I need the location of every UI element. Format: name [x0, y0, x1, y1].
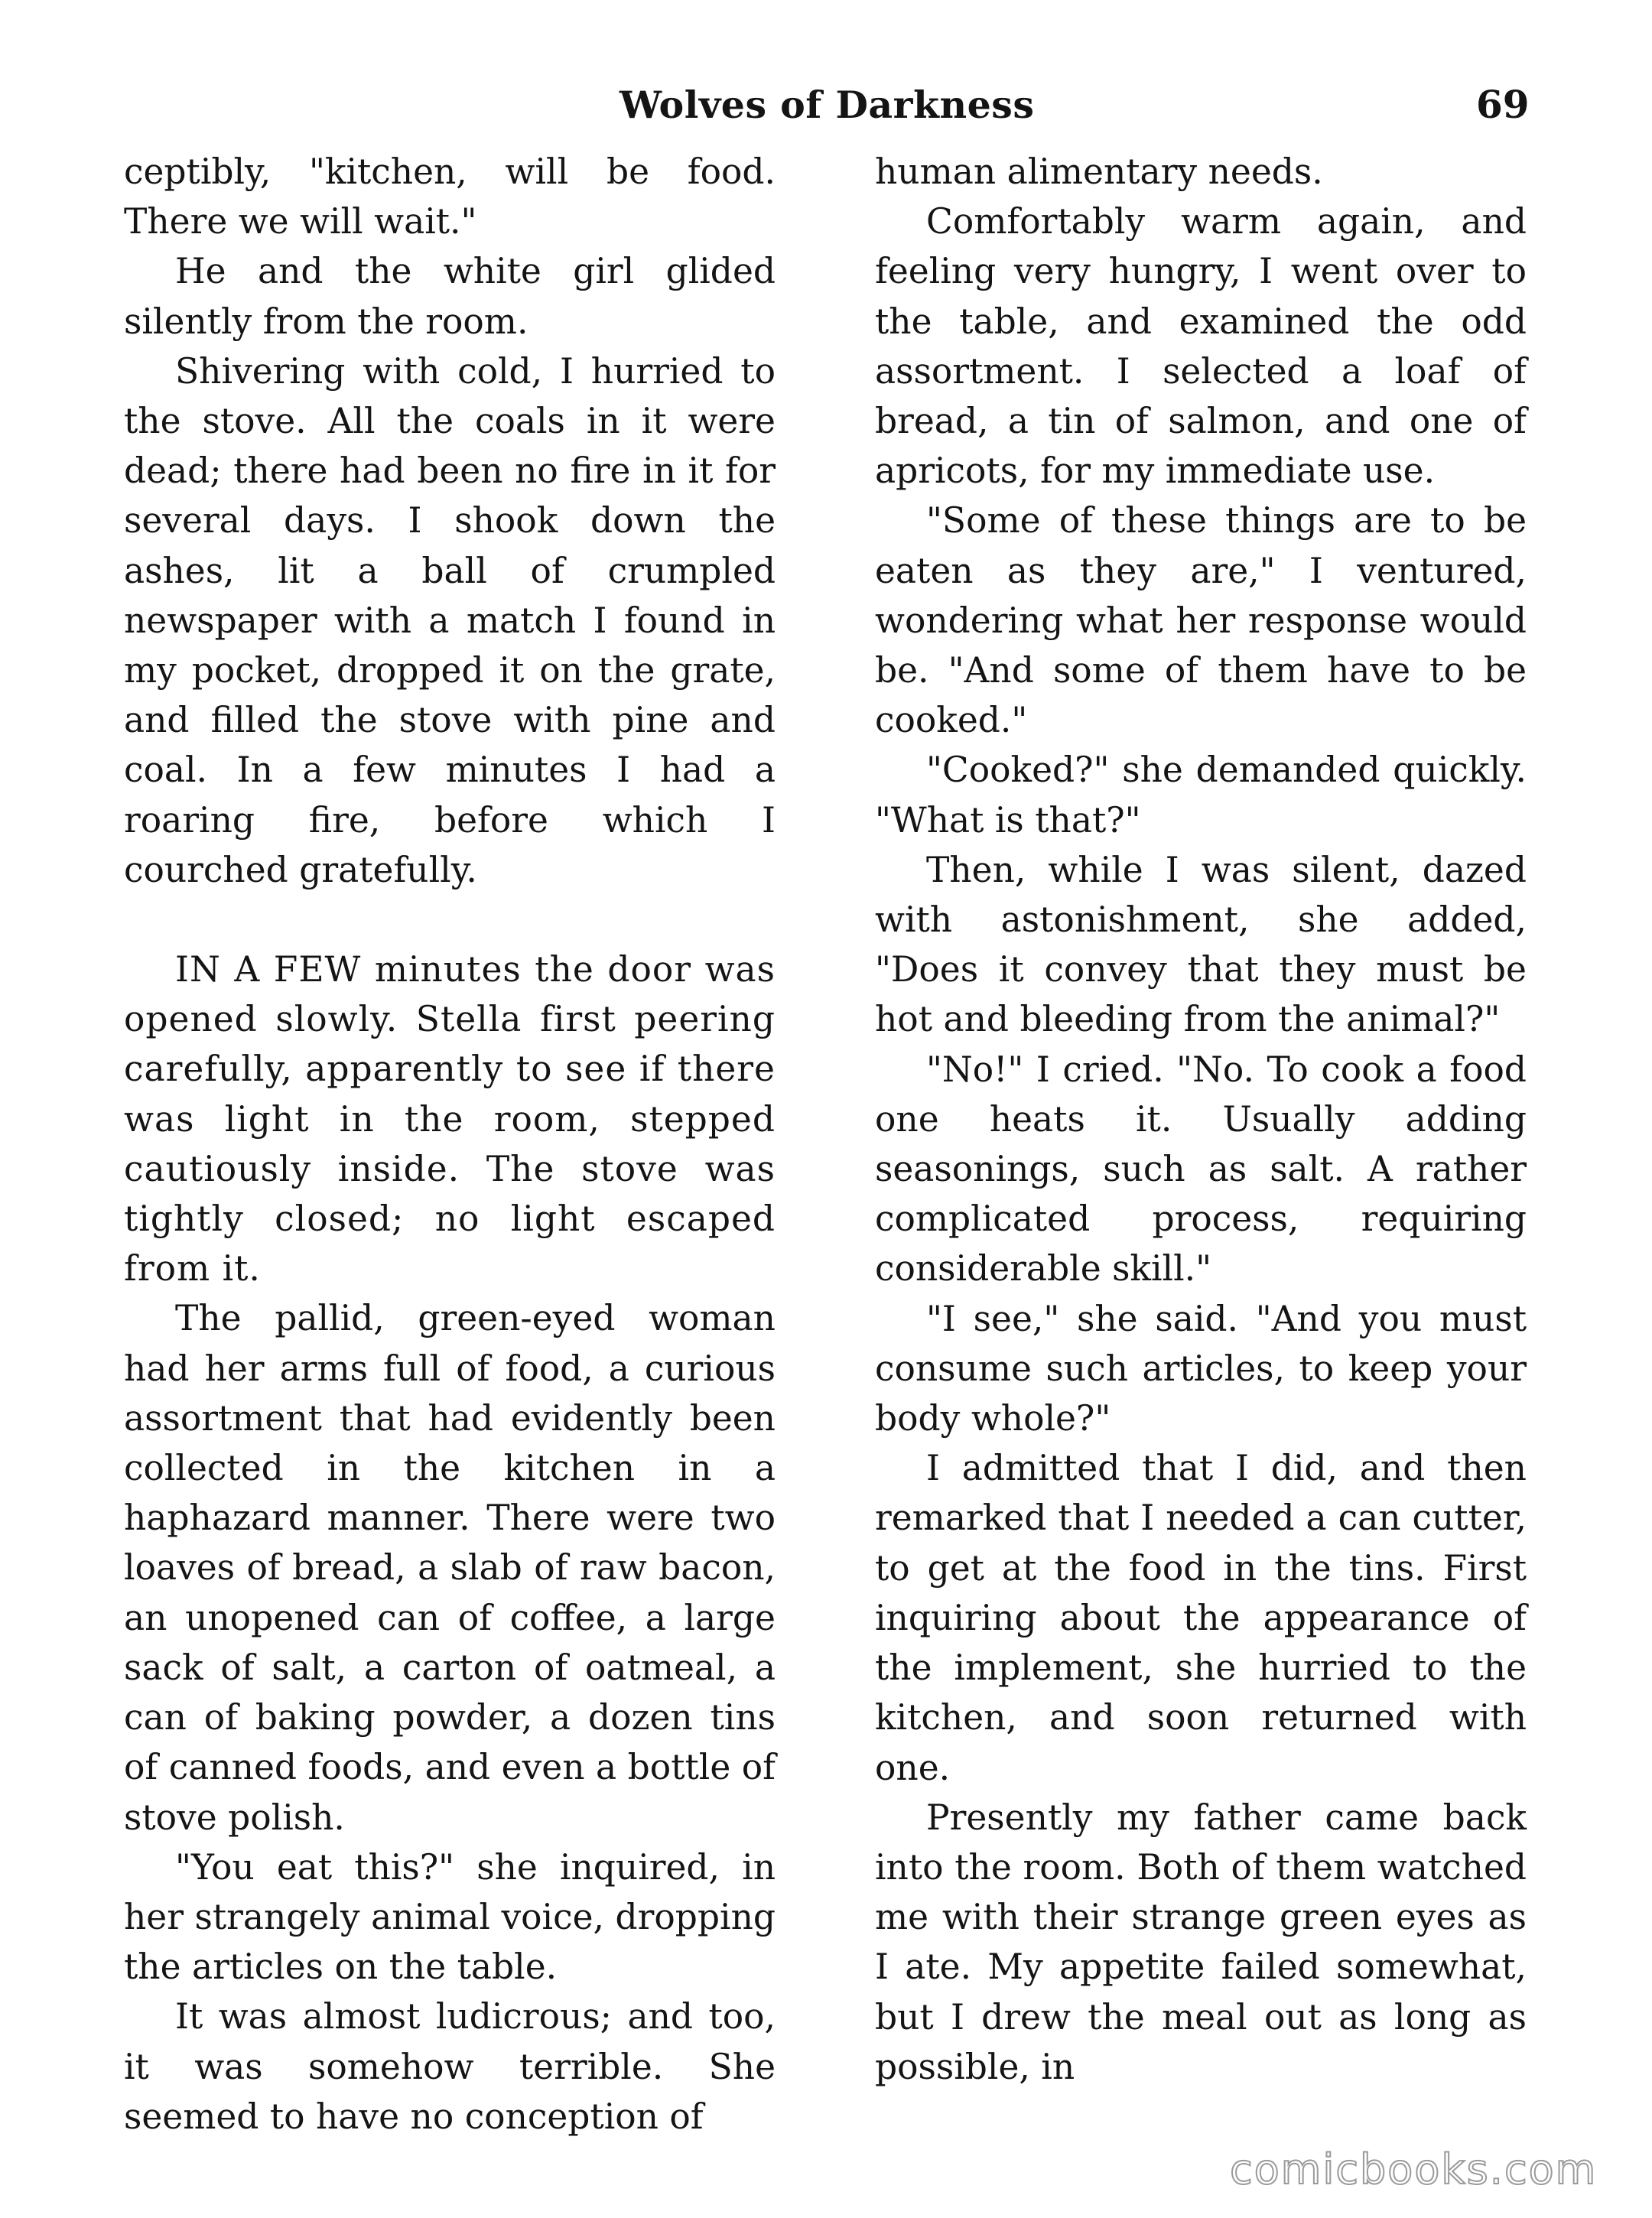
paragraph: I admitted that I did, and then remarked that I needed a can cutter, to get at the food in the tins. First inquiring about the appearance of the implement, she hurried to the kitchen, and soon returned with one.	[875, 1448, 1527, 1788]
paragraph: "Cooked?" she demanded quickly. "What is that?"	[875, 750, 1527, 841]
paragraph: He and the white girl glided silently from the room.	[124, 251, 776, 342]
paragraph: The pallid, green-eyed woman had her arms full of food, a curious assortment that had evidently been collected in the kitchen in a haphazard manner. There were two loaves of bread, a slab of raw bacon, an unopened can of coffee, a large sack of salt, a carton of oatmeal, a can of baking powder, a dozen tins of canned foods, and even a bottle of stove polish.	[124, 1298, 776, 1838]
page-number: 69	[1476, 82, 1530, 127]
paragraph: ceptibly, "kitchen, will be food. There we will wait."	[124, 151, 776, 242]
paragraph: "No!" I cried. "No. To cook a food one heats it. Usually adding seasonings, such as salt. A rather complicated process, requiring considerable skill."	[875, 1049, 1527, 1289]
left-text-column	[124, 147, 776, 2142]
paragraph: "Some of these things are to be eaten as they are," I ventured, wondering what her response would be. "And some of them have to be cooked."	[875, 500, 1527, 741]
running-title: Wolves of Darkness	[620, 83, 1035, 127]
paragraph: Presently my father came back into the room. Both of them watched me with their strange green eyes as I ate. My appetite failed somewhat, but I drew the meal out as long as possible, in	[875, 1797, 1527, 2087]
paragraph: Shivering with cold, I hurried to the stove. All the coals in it were dead; there had been no fire in it for several days. I shook down the ashes, lit a ball of crumpled newspaper with a match I found in my pocket, dropped it on the grate, and filled the stove with pine and coal. In a few minutes I had a roaring fire, before which I courched gratefully.	[124, 350, 776, 890]
right-text-column	[875, 147, 1527, 2092]
paragraph: human alimentary needs.	[875, 151, 1323, 192]
paragraph: Then, while I was silent, dazed with astonishment, she added, "Does it convey that they must be hot and bleeding from the animal?"	[875, 849, 1527, 1040]
paragraph: "You eat this?" she inquired, in her strangely animal voice, dropping the articles on the table.	[124, 1846, 776, 1988]
paragraph: It was almost ludicrous; and too, it was somehow terrible. She seemed to have no conception of	[124, 1996, 776, 2137]
paragraph: Comfortably warm again, and feeling very hungry, I went over to the table, and examined the odd assortment. I selected a loaf of bread, a tin of salmon, and one of apricots, for my immediate use.	[875, 201, 1527, 492]
paragraph: "I see," she said. "And you must consume such articles, to keep your body whole?"	[875, 1298, 1527, 1439]
page-header	[0, 70, 1652, 139]
section-opening-paragraph: IN A FEW minutes the door was opened slowly. Stella first peering carefully, apparently to see if there was light in the room, stepped cautiously inside. The stove was tightly closed; no light escaped from it.	[124, 949, 776, 1289]
watermark: comicbooks.com	[1230, 2145, 1598, 2194]
